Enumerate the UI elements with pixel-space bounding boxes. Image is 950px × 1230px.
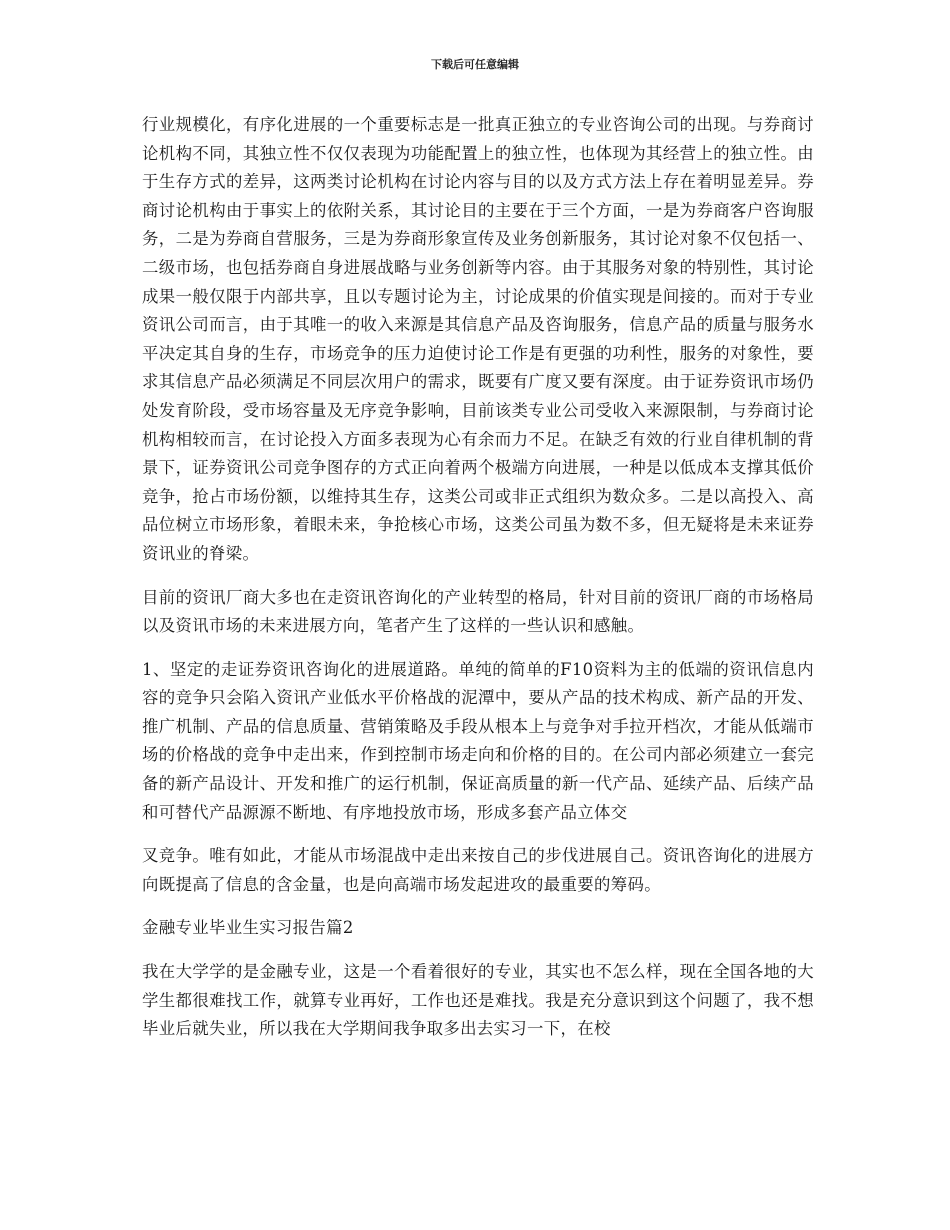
paragraph-industry-consulting: 行业规模化，有序化进展的一个重要标志是一批真正独立的专业咨询公司的出现。与券商讨论机构不同，其独立性不仅仅表现为功能配置上的独立性，也体现为其经营上的独立性。由于生存方式的差异，这两类讨论机构在讨论内容与目的以及方式方法上存在着明显差异。券商讨论机构由于事实上的依附关系，其讨论目的主要在于三个方面，一是为券商客户咨询服务，二是为券商自营服务，三是为券商形象宣传及业务创新服务，其讨论对象不仅包括一、二级市场，也包括券商自身进展战略与业务创新等内容。由于其服务对象的特别性，其讨论成果一般仅限于内部共享，且以专题讨论为主，讨论成果的价值实现是间接的。而对于专业资讯公司而言，由于其唯一的收入来源是其信息产品及咨询服务，信息产品的质量与服务水平决定其自身的生存，市场竞争的压力迫使讨论工作是有更强的功利性，服务的对象性，要求其信息产品必须满足不同层次用户的需求，既要有广度又要有深度。由于证券资讯市场仍处发育阶段，受市场容量及无序竞争影响，目前该类专业公司受收入来源限制，与券商讨论机构相较而言，在讨论投入方面多表现为心有余而力不足。在缺乏有效的行业自律机制的背景下，证券资讯公司竞争图存的方式正向着两个极端方向进展，一种是以低成本支撑其低价竞争，抢占市场份额，以维持其生存，这类公司或非正式组织为数众多。二是以高投入、高品位树立市场形象，着眼未来，争抢核心市场，这类公司虽为数不多，但无疑将是未来证券资讯业的脊梁。 [142, 115, 814, 563]
page-header: 下载后可任意编辑 [431, 58, 519, 71]
paragraph-point-one: 1、坚定的走证券资讯咨询化的进展道路。单纯的简单的F10资料为主的低端的资讯信息内容的竞争只会陷入资讯产业低水平价格战的泥潭中，要从产品的技术构成、新产品的开发、推广机制、产品的信息质量、营销策略及手段从根本上与竞争对手拉开档次，才能从低端市场的价格战的竞争中走出来，作到控制市场走向和价格的目的。在公司内部必须建立一套完备的新产品设计、开发和推广的运行机制，保证高质量的新一代产品、延续产品、后续产品和可替代产品源源不断地、有序地投放市场，形成多套产品立体交 [142, 659, 814, 822]
paragraph-report-intro: 我在大学学的是金融专业，这是一个看着很好的专业，其实也不怎么样，现在全国各地的大学生都很难找工作，就算专业再好，工作也还是难找。我是充分意识到这个问题了，我不想毕业后就失业，所以我在大学期间我争取多出去实习一下，在校 [142, 962, 814, 1039]
document-body [142, 111, 814, 1059]
paragraph-point-one-continued: 叉竞争。唯有如此，才能从市场混战中走出来按自己的步伐进展自己。资讯咨询化的进展方向既提高了信息的含金量，也是向高端市场发起进攻的最重要的筹码。 [142, 846, 814, 894]
paragraph-vendor-transition: 目前的资讯厂商大多也在走资讯咨询化的产业转型的格局，针对目前的资讯厂商的市场格局以及资讯市场的未来进展方向，笔者产生了这样的一些认识和感触。 [142, 587, 814, 636]
section-heading-report-2: 金融专业毕业生实习报告篇2 [142, 918, 354, 938]
